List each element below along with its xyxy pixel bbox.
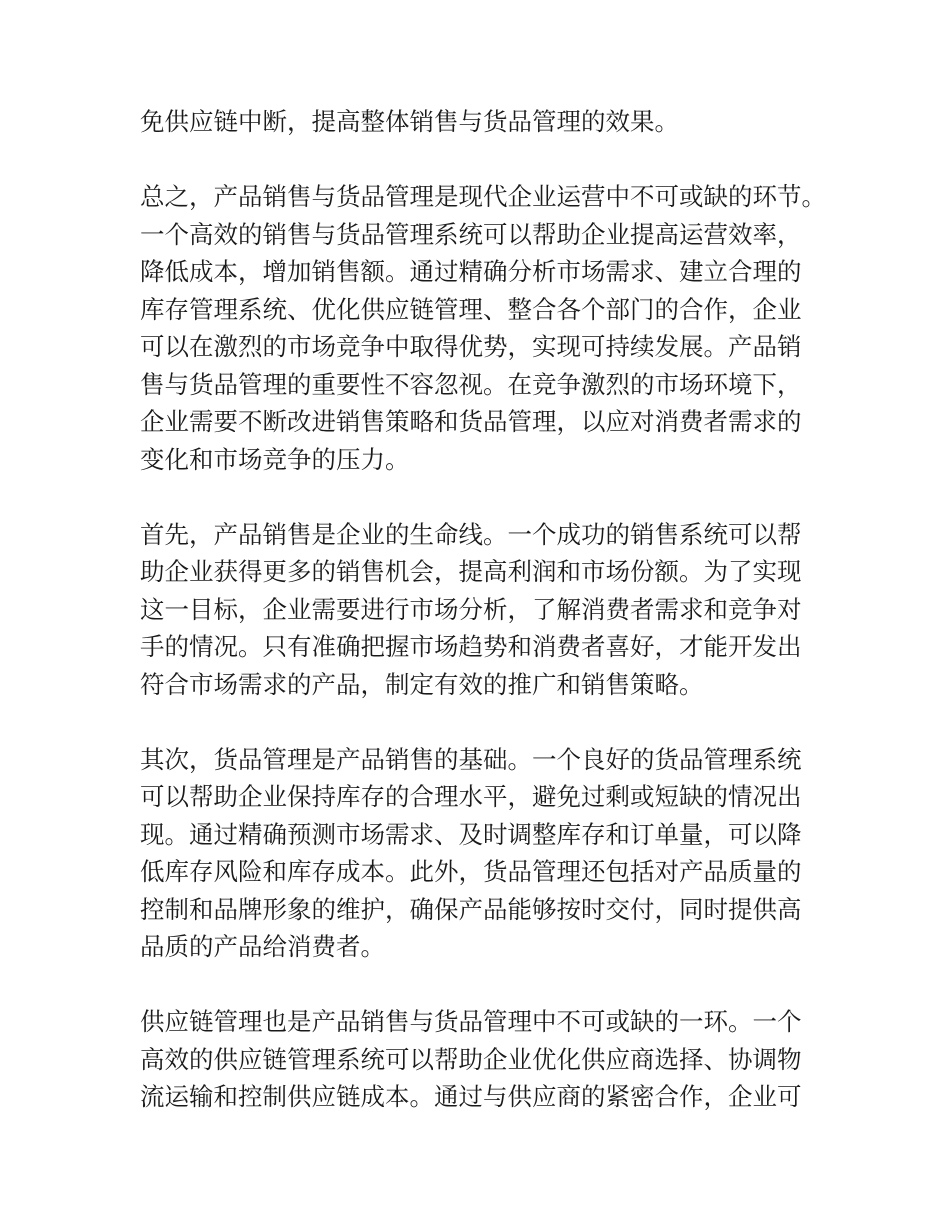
text-line: 品质的产品给消费者。	[140, 932, 385, 961]
text-line: 这一目标，企业需要进行市场分析，了解消费者需求和竞争对	[140, 594, 802, 624]
paragraph-sales	[140, 516, 830, 704]
text-line: 首先，产品销售是企业的生命线。一个成功的销售系统可以帮	[140, 519, 802, 549]
text-line: 助企业获得更多的销售机会，提高利润和市场份额。为了实现	[140, 557, 802, 586]
text-line: 低库存风险和库存成本。此外，货品管理还包括对产品质量的	[140, 857, 802, 886]
text-line: 高效的供应链管理系统可以帮助企业优化供应商选择、协调物	[140, 1044, 802, 1074]
text-line: 可以帮助企业保持库存的合理水平，避免过剩或短缺的情况出	[140, 782, 802, 811]
text-line: 控制和品牌形象的维护，确保产品能够按时交付，同时提供高	[140, 894, 802, 924]
text-line: 符合市场需求的产品，制定有效的推广和销售策略。	[140, 669, 704, 699]
document-body	[140, 103, 830, 1116]
text-line: 其次，货品管理是产品销售的基础。一个良好的货品管理系统	[140, 744, 802, 774]
text-line: 免供应链中断，提高整体销售与货品管理的效果。	[140, 107, 679, 136]
text-line: 企业需要不断改进销售策略和货品管理，以应对消费者需求的	[140, 407, 802, 436]
text-line: 可以在激烈的市场竞争中取得优势，实现可持续发展。产品销	[140, 332, 802, 361]
text-line: 售与货品管理的重要性不容忽视。在竞争激烈的市场环境下，	[140, 369, 802, 399]
text-line: 总之，产品销售与货品管理是现代企业运营中不可或缺的环节。	[140, 182, 826, 211]
paragraph-continuation	[140, 103, 830, 141]
text-line: 供应链管理也是产品销售与货品管理中不可或缺的一环。一个	[140, 1007, 802, 1036]
text-line: 变化和市场竞争的压力。	[140, 444, 410, 474]
text-line: 库存管理系统、优化供应链管理、整合各个部门的合作，企业	[140, 294, 802, 324]
text-line: 手的情况。只有准确把握市场趋势和消费者喜好，才能开发出	[140, 632, 802, 661]
paragraph-supply-chain	[140, 1003, 830, 1116]
text-line: 一个高效的销售与货品管理系统可以帮助企业提高运营效率，	[140, 219, 802, 249]
text-line: 流运输和控制供应链成本。通过与供应商的紧密合作，企业可	[140, 1082, 802, 1111]
paragraph-inventory	[140, 741, 830, 966]
text-line: 现。通过精确预测市场需求、及时调整库存和订单量，可以降	[140, 819, 802, 849]
text-line: 降低成本，增加销售额。通过精确分析市场需求、建立合理的	[140, 257, 802, 286]
paragraph-summary	[140, 178, 830, 478]
